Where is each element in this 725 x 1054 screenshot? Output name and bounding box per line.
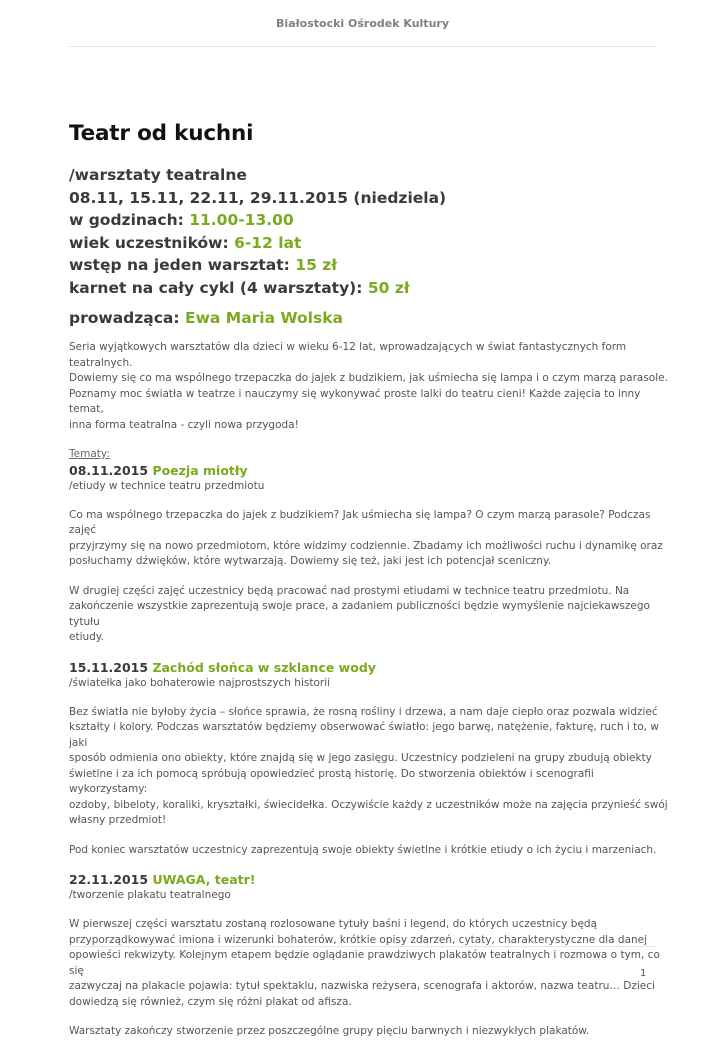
hours-label: w godzinach: xyxy=(69,211,184,229)
event-host xyxy=(69,309,343,327)
session-topic: Poezja miotły xyxy=(152,462,248,478)
session-paragraph: Bez światła nie byłoby życia – słońce sprawia, że rosną rośliny i drzewa, a nam daje ciepło oraz pozwala widzieć kształty i kolory. Podczas warsztatów będziemy obserwować światło: jego barwę, natężenie, fakturę, ruch i to, w jaki sposób odmienia ono obiekty, które znajdą się w jego zasięgu. Uczestnicy podzieleni na grupy zbudują obiekty świetlne i za ich pomocą spróbują opowiedzieć prostą historię. Do stworzenia obiektów i scenografii wykorzystamy: ozdoby, bibeloty, koraliki, kryształki, świecidełka. Oczywiście każdy z uczestników może na zajęcia przynieść swój własny przedmiot! xyxy=(69,705,668,826)
session-topic: UWAGA, teatr! xyxy=(152,872,256,887)
age-label: wiek uczestników: xyxy=(69,233,229,252)
organization-header: Białostocki Ośrodek Kultury xyxy=(276,17,449,30)
host-value: Ewa Maria Wolska xyxy=(185,309,343,327)
session-subtitle: /światełka jako bohaterowie najprostszych historii xyxy=(69,676,331,689)
pass-value: 50 zł xyxy=(367,278,410,297)
session-heading xyxy=(69,872,669,888)
session-paragraph: W drugiej części zajęć uczestnicy będą pracować nad prostymi etiudami w technice teatru przedmiotu. Na zakończenie wszystkie zaprezentują swoje prace, a zadaniem publiczności będzie wymyślenie najciekawszego tytułu etiudy. xyxy=(69,584,650,643)
host-label: prowadząca: xyxy=(69,309,180,327)
session-subtitle: /tworzenie plakatu teatralnego xyxy=(69,889,231,901)
age-value: 6-12 lat xyxy=(234,233,302,252)
session-subtitle: /etiudy w technice teatru przedmiotu xyxy=(69,479,265,492)
session-heading xyxy=(69,463,669,479)
session-paragraph: Pod koniec warsztatów uczestnicy zaprezentują swoje obiekty świetlne i krótkie etiudy o ich życiu i marzeniach. xyxy=(69,843,657,856)
entry-label: wstęp na jeden warsztat: xyxy=(69,256,290,274)
hours-value: 11.00-13.00 xyxy=(189,211,294,229)
event-info xyxy=(69,164,446,299)
topics-label: Tematy: xyxy=(69,448,110,460)
session-topic: Zachód słońca w szklance wody xyxy=(152,659,376,675)
session-date: 15.11.2015 xyxy=(69,659,149,675)
footer-divider xyxy=(69,946,656,947)
page-number: 1 xyxy=(640,968,647,979)
session-date: 22.11.2015 xyxy=(69,872,149,887)
entry-value: 15 zł xyxy=(295,256,338,274)
event-pass-price xyxy=(69,277,446,300)
pass-label: karnet na cały cykl (4 warsztaty): xyxy=(69,278,363,297)
event-dates: 08.11, 15.11, 22.11, 29.11.2015 (niedziela) xyxy=(69,188,447,207)
page-title: Teatr od kuchni xyxy=(69,121,254,146)
event-entry-price xyxy=(69,254,446,277)
session-date: 08.11.2015 xyxy=(69,462,149,478)
intro-paragraph: Seria wyjątkowych warsztatów dla dzieci w wieku 6-12 lat, wprowadzających w świat fantastycznych form teatralnych. Dowiemy się co ma wspólnego trzepaczka do jajek z budzikiem, jak uśmiecha się lampa i o czym marzą parasole. Poznamy moc światła w teatrze i nauczymy się wykonywać proste lalki do teatru cieni! Każde zajęcia to inny temat, inna forma teatralna - czyli nowa przygoda! xyxy=(69,341,668,431)
event-hours xyxy=(69,209,446,232)
session-paragraph: W pierwszej części warsztatu zostaną rozlosowane tytuły baśni i legend, do których uczestnicy będą przyporządkowywać imiona i wizerunki bohaterów, krótkie opisy zdarzeń, cytaty, charakterystyczne dla danej opowieści rekwizyty. Kolejnym etapem będzie oglądanie prawdziwych plakatów teatralnych i rozmowa o tym, co się zazwyczaj na plakacie pojawia: tytuł spektaklu, nazwiska reżysera, scenografa i aktorów, nazwa teatru… Dzieci dowiedzą się również, czym się różni plakat od afisza. xyxy=(69,918,660,1008)
event-category: /warsztaty teatralne xyxy=(69,166,247,184)
session-paragraph: Warsztaty zakończy stworzenie przez poszczególne grupy pięciu barwnych i niezwykłych plakatów. xyxy=(69,1025,590,1037)
header-divider xyxy=(69,46,656,47)
session-heading xyxy=(69,660,669,676)
session-paragraph: Co ma wspólnego trzepaczka do jajek z budzikiem? Jak uśmiecha się lampa? O czym marzą parasole? Podczas zajęć przyjrzymy się na nowo przedmiotom, które widzimy codziennie. Zbadamy ich możliwości ruchu i dynamikę oraz posłuchamy dźwięków, które wytwarzają. Dowiemy się też, jaki jest ich potencjał sceniczny. xyxy=(69,508,663,567)
event-age xyxy=(69,232,446,255)
